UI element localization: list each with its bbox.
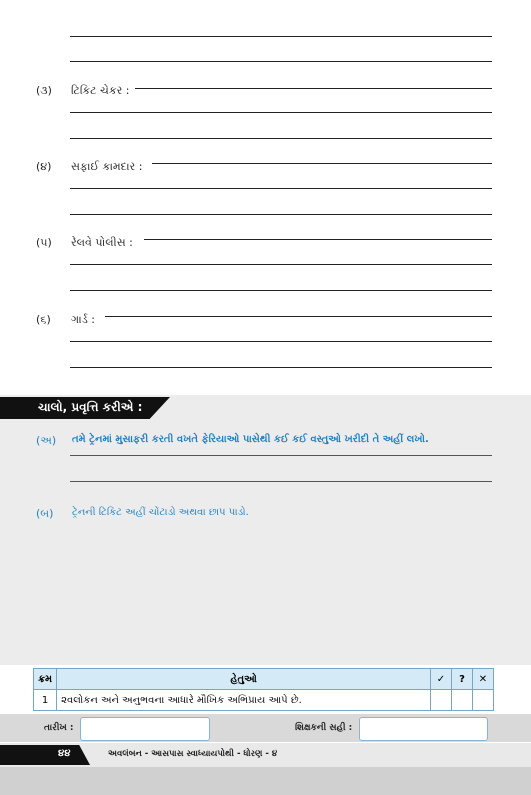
answer-line[interactable] (70, 214, 492, 215)
answer-line[interactable] (135, 88, 492, 89)
item-number: (૪) (36, 160, 52, 173)
teacher-signature-label: શિક્ષકની સહી : (295, 723, 353, 733)
ticket-paste-area[interactable] (70, 528, 492, 658)
answer-line[interactable] (70, 61, 492, 62)
answer-line[interactable] (70, 138, 492, 139)
header-question: ? (452, 669, 473, 690)
answer-line[interactable] (70, 341, 492, 342)
footer-title: અવલંબન - આસપાસ સ્વાધ્યાયપોથી - ધોરણ - ૪ (108, 749, 278, 759)
task-b-text: ટ્રેનની ટિકિટ અહીં ચોંટાડો અથવા છાપ પાડો. (72, 507, 249, 518)
assessment-table (33, 668, 494, 711)
task-a-number: (અ) (36, 434, 57, 447)
date-field[interactable] (80, 717, 210, 741)
answer-line[interactable] (70, 481, 492, 482)
header-objectives: હેતુઓ (57, 669, 431, 690)
answer-line[interactable] (70, 112, 492, 113)
item-label: ટિકિટ ચેકર : (71, 84, 134, 98)
row-objective: ૨વલોકન અને અનુભવના આધારે મૌખિક અભિપ્રાય આપે છે. (57, 690, 431, 711)
cross-cell[interactable] (473, 690, 494, 711)
answer-line[interactable] (152, 163, 492, 164)
activity-heading: ચાલો, પ્રવૃત્તિ કરીએ : (38, 400, 143, 414)
item-label: રેલવે પોલીસ : (71, 236, 137, 250)
item-number: (૬) (36, 313, 51, 326)
question-cell[interactable] (452, 690, 473, 711)
task-a-text: તમે ટ્રેનમાં મુસાફરી કરતી વખતે ફેરિયાઓ પાસેથી કઈ કઈ વસ્તુઓ ખરીદી તે અહીં લખો. (72, 434, 429, 445)
answer-line[interactable] (105, 316, 492, 317)
table-header-row (34, 669, 494, 690)
answer-line[interactable] (70, 264, 492, 265)
header-serial: ક્રમ (34, 669, 57, 690)
task-b-number: (બ) (36, 507, 54, 520)
header-cross: ✕ (473, 669, 494, 690)
answer-line[interactable] (70, 455, 492, 456)
item-number: (૩) (36, 84, 52, 97)
item-label: સફાઈ કામદાર : (71, 160, 146, 174)
teacher-signature-field[interactable] (359, 717, 488, 741)
answer-line[interactable] (70, 36, 492, 37)
answer-line[interactable] (70, 188, 492, 189)
date-label: તારીખ : (44, 723, 74, 733)
table-row (34, 690, 494, 711)
row-number: 1 (34, 690, 57, 711)
answer-line[interactable] (70, 367, 492, 368)
check-cell[interactable] (431, 690, 452, 711)
page-number: ૪૪ (58, 748, 71, 759)
answer-line[interactable] (70, 290, 492, 291)
answer-line[interactable] (144, 239, 492, 240)
item-label: ગાર્ડ : (71, 313, 99, 327)
header-check: ✓ (431, 669, 452, 690)
page-number-tab (0, 745, 90, 765)
item-number: (૫) (36, 236, 52, 249)
bottom-strip (0, 767, 531, 795)
